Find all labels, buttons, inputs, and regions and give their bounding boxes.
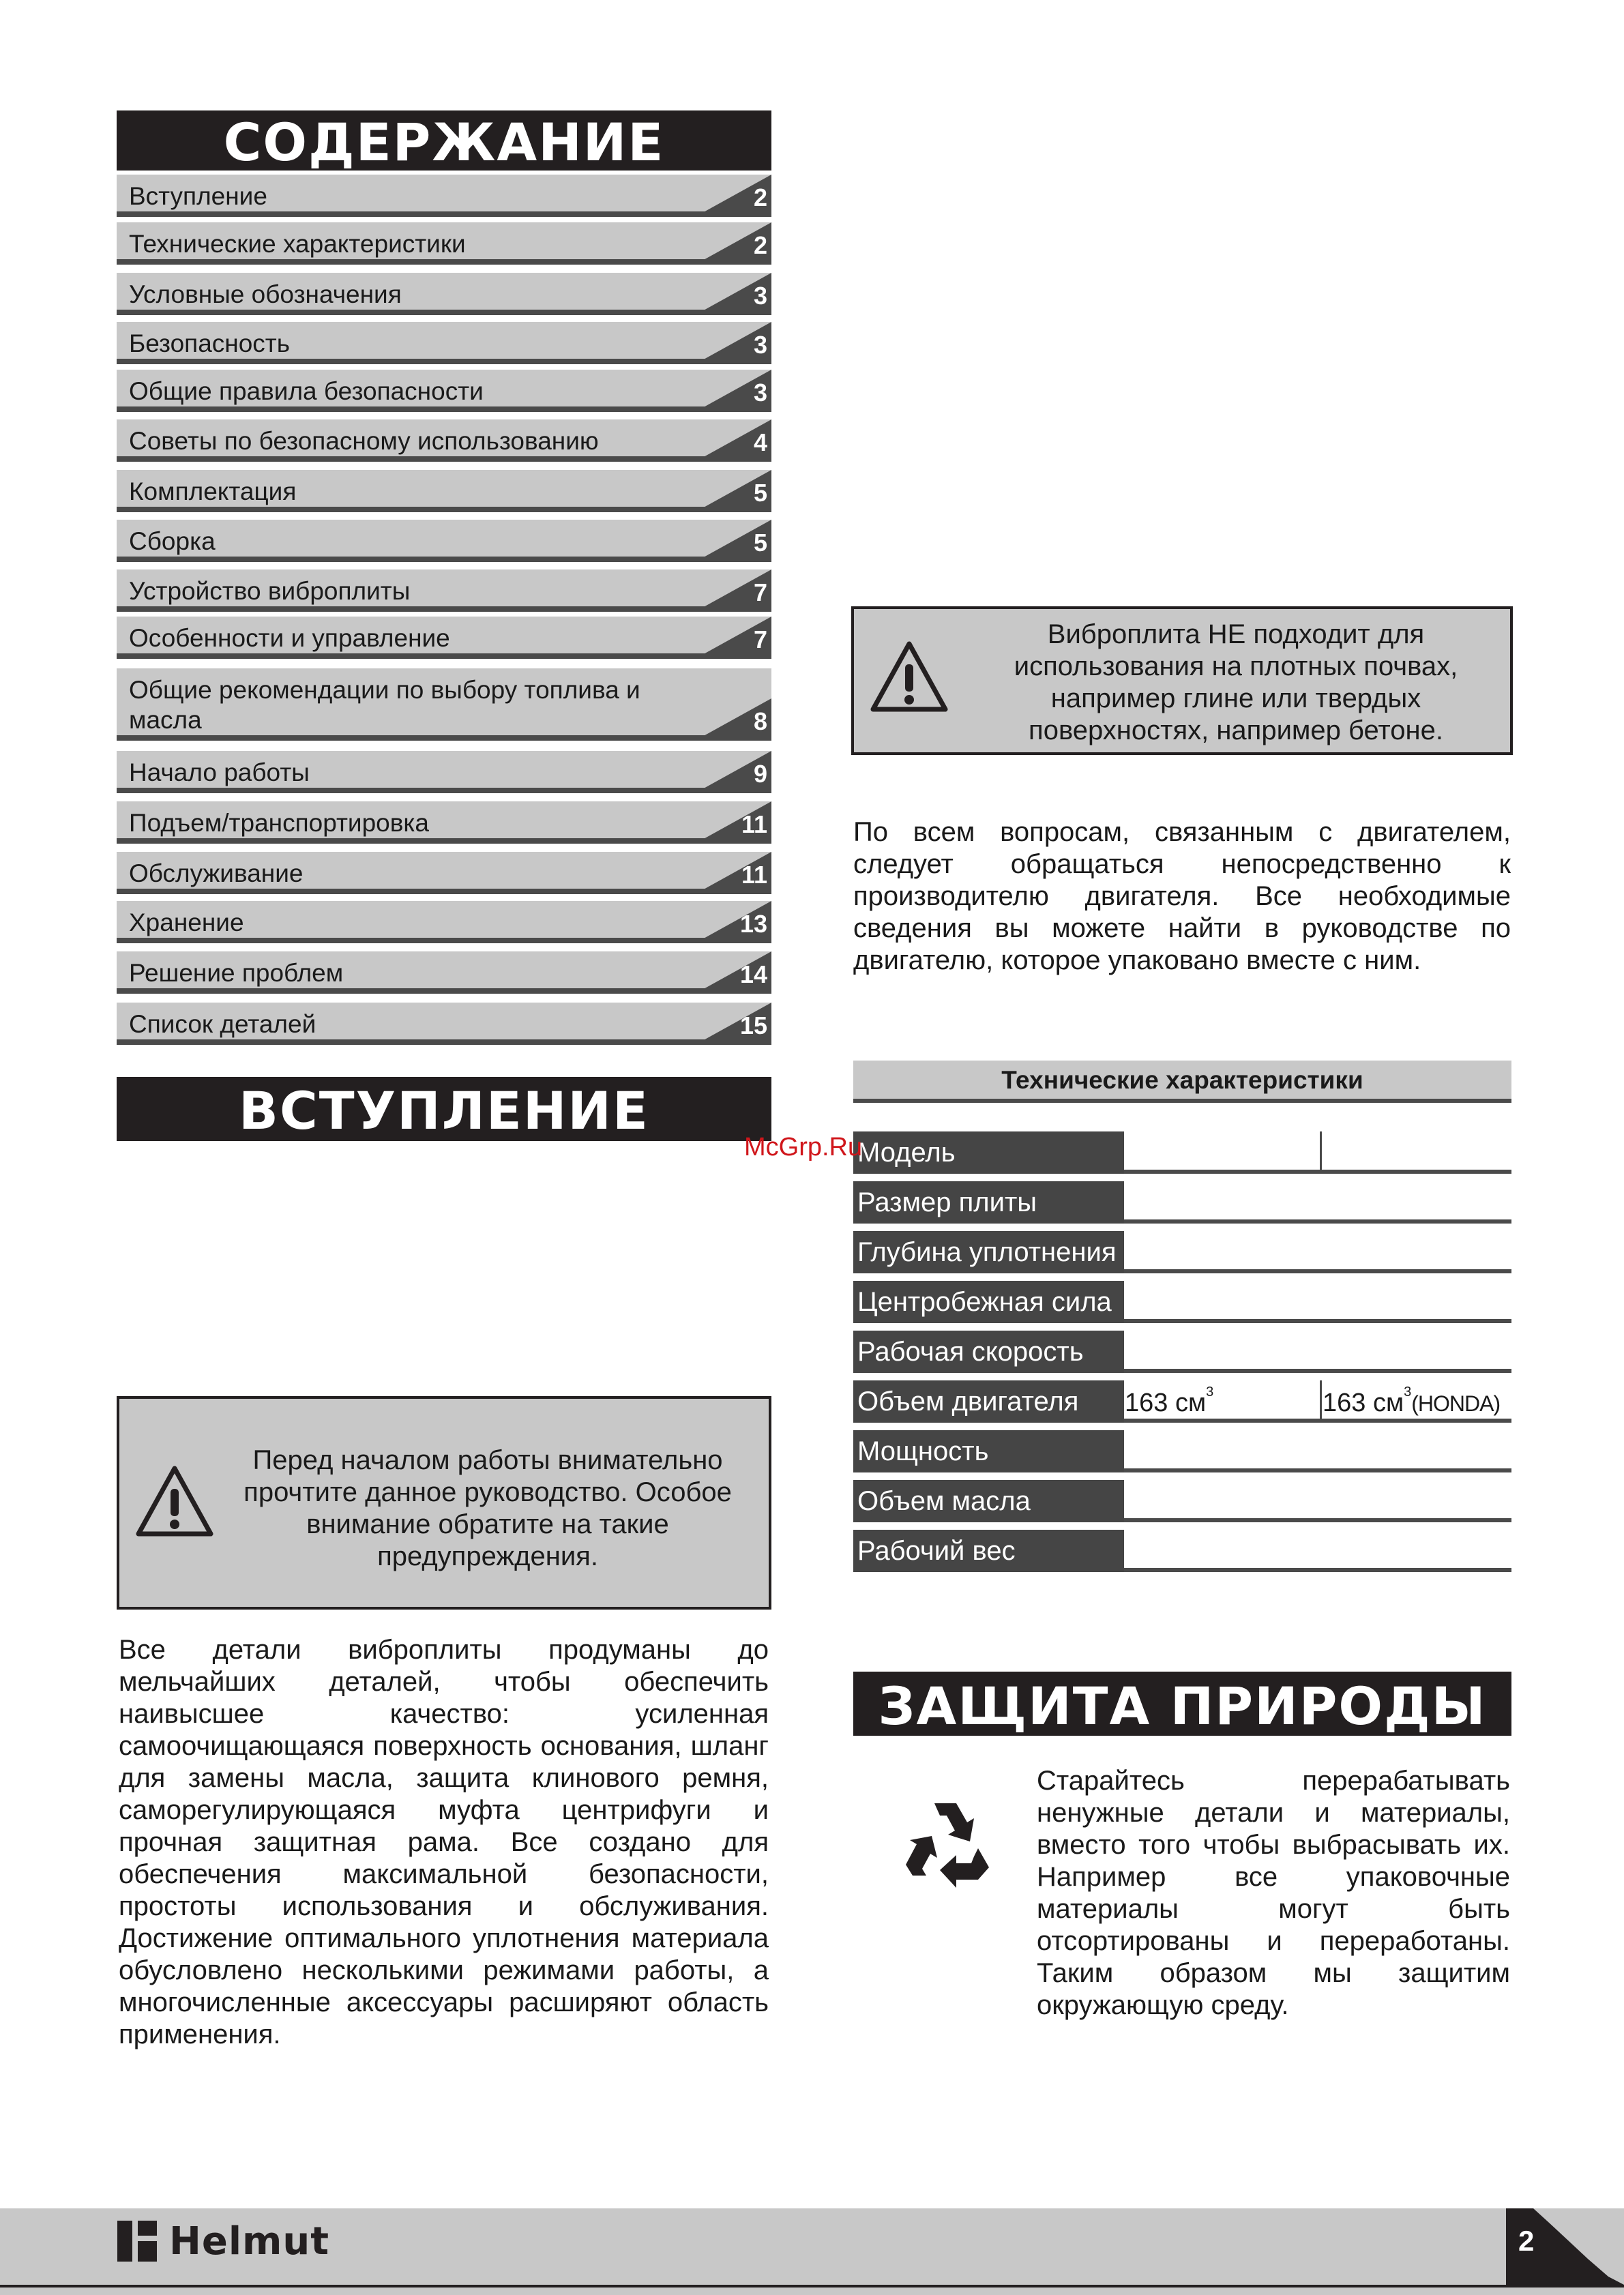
toc-item[interactable] <box>117 175 771 217</box>
toc-item-page: 3 <box>753 379 767 406</box>
toc-item-page: 13 <box>739 910 767 938</box>
warning-icon <box>869 640 949 713</box>
toc-item-page: 8 <box>753 707 767 735</box>
spec-label: Модель <box>853 1131 1124 1174</box>
toc-item[interactable] <box>117 419 771 462</box>
toc-item[interactable] <box>117 801 771 844</box>
toc-item[interactable] <box>117 520 771 562</box>
toc-item-label: Комплектация <box>129 477 297 505</box>
toc-item[interactable] <box>117 470 771 512</box>
spec-row <box>853 1281 1511 1323</box>
spec-row <box>853 1480 1511 1522</box>
toc-item[interactable] <box>117 222 771 265</box>
toc-item-label: Решение проблем <box>129 959 344 987</box>
footer-line <box>0 2285 1624 2287</box>
engine-note: По всем вопросам, связанным с двигателем, следует обращаться непосредственно к производителю двигателя. Все необходимые сведения вы можете найти в руководстве по двигателю, которое упаковано вместе с ним. <box>853 817 1511 975</box>
spec-row <box>853 1331 1511 1373</box>
soil-warning-text: Виброплита НЕ подходит для использования на плотных почвах, например глине или твердых поверхностях, например бетоне. <box>1014 619 1458 745</box>
toc-item-page: 3 <box>753 282 767 310</box>
toc-item[interactable] <box>117 751 771 793</box>
intro-heading: ВСТУПЛЕНИЕ <box>117 1077 771 1141</box>
toc-item-label: Вступление <box>129 182 267 210</box>
toc-item-label: Начало работы <box>129 758 310 786</box>
brand-name: Helmut <box>169 2219 330 2264</box>
spec-row <box>853 1530 1511 1572</box>
contents-heading: СОДЕРЖАНИЕ <box>117 110 771 171</box>
toc-item-page: 2 <box>753 183 767 211</box>
toc-item[interactable] <box>117 322 771 364</box>
toc-item-label: Общие рекомендации по выбору топлива и масла <box>129 676 640 734</box>
spec-value-2: 163 $см^3(HONDA)$ <box>1323 1385 1501 1417</box>
toc-item-page: 3 <box>753 331 767 359</box>
toc-item-page: 7 <box>753 578 767 606</box>
spec-row <box>853 1430 1511 1472</box>
spec-row <box>853 1231 1511 1273</box>
spec-label: Объем двигателя <box>853 1380 1124 1423</box>
toc-item-label: Хранение <box>129 908 244 936</box>
toc-item[interactable] <box>117 1003 771 1045</box>
recycle-icon <box>899 1799 993 1889</box>
toc-item-label: Технические характеристики <box>129 230 466 258</box>
intro-warning-text: Перед началом работы внимательно прочтите данное руководство. Особое внимание обратите на такие предупреждения. <box>243 1445 732 1571</box>
toc-item-label: Особенности и управление <box>129 624 450 652</box>
toc-item-label: Безопасность <box>129 329 291 357</box>
spec-value-1: 163 $см^3$ <box>1125 1385 1214 1417</box>
spec-row <box>853 1380 1511 1423</box>
nature-heading: ЗАЩИТА ПРИРОДЫ <box>853 1672 1511 1736</box>
toc-item-page: 5 <box>753 479 767 507</box>
spec-label: Объем масла <box>853 1480 1124 1522</box>
spec-label: Центробежная сила <box>853 1281 1124 1323</box>
toc-item-page: 2 <box>753 231 767 259</box>
spec-label: Размер плиты <box>853 1181 1124 1224</box>
toc-item-page: 9 <box>753 760 767 788</box>
toc-item-page: 11 <box>741 861 767 889</box>
specs-title <box>853 1061 1511 1103</box>
specs-title-text: Технические характеристики <box>1001 1066 1363 1094</box>
spec-label: Рабочий вес <box>853 1530 1124 1572</box>
intro-paragraph: Все детали виброплиты продуманы до мельчайших деталей, чтобы обеспечить наивысшее качество: усиленная самоочищающаяся поверхность основания, шланг для замены масла, защита клинового ремня, саморегулирующаяся муфта центрифуги и прочная защитная рама. Все создано для обеспечения максимальной безопасности, простоты использования и обслуживания. Достижение оптимального уплотнения материала обусловлено несколькими режимами работы, а многочисленные аксессуары расширяют область применения. <box>119 1635 769 2049</box>
toc-item-page: 11 <box>741 810 767 838</box>
toc-item-label: Общие правила безопасности <box>129 377 484 405</box>
warning-icon <box>134 1464 215 1538</box>
toc-item[interactable] <box>117 951 771 994</box>
soil-warning-box <box>851 606 1513 755</box>
toc-item-page: 4 <box>753 428 767 456</box>
toc-item[interactable] <box>117 668 771 741</box>
toc-item[interactable] <box>117 370 771 412</box>
toc-item[interactable] <box>117 852 771 894</box>
toc-item-label: Обслуживание <box>129 859 304 887</box>
toc-item-label: Советы по безопасному использованию <box>129 427 599 455</box>
toc-item-label: Подъем/транспортировка <box>129 809 429 837</box>
spec-row <box>853 1181 1511 1224</box>
toc-item[interactable] <box>117 901 771 943</box>
spec-label: Глубина уплотнения <box>853 1231 1124 1273</box>
spec-label: Рабочая скорость <box>853 1331 1124 1373</box>
toc-item-page: 7 <box>753 625 767 653</box>
spec-row <box>853 1131 1511 1174</box>
toc-item-page: 15 <box>739 1011 767 1039</box>
watermark: McGrp.Ru <box>744 1133 863 1161</box>
spec-label: Мощность <box>853 1430 1124 1472</box>
toc-item-label: Устройство виброплиты <box>129 577 411 605</box>
toc-item-label: Список деталей <box>129 1010 316 1038</box>
nature-paragraph: Старайтесь перерабатывать ненужные детали и материалы, вместо того чтобы выбрасывать их. Например все упаковочные материалы могут быть отсортированы и переработаны. Таким образом мы защитим окружающую среду. <box>1037 1766 1510 2020</box>
helmut-logo-icon <box>117 2221 158 2262</box>
toc-item-label: Условные обозначения <box>129 280 402 308</box>
toc-item[interactable] <box>117 273 771 315</box>
page-number: 2 <box>1518 2225 1535 2257</box>
toc-item[interactable] <box>117 617 771 659</box>
intro-warning-box <box>117 1396 771 1610</box>
toc-item-page: 5 <box>753 529 767 557</box>
toc-item-label: Сборка <box>129 527 216 555</box>
toc-item-page: 14 <box>739 960 767 988</box>
toc-item[interactable] <box>117 569 771 612</box>
